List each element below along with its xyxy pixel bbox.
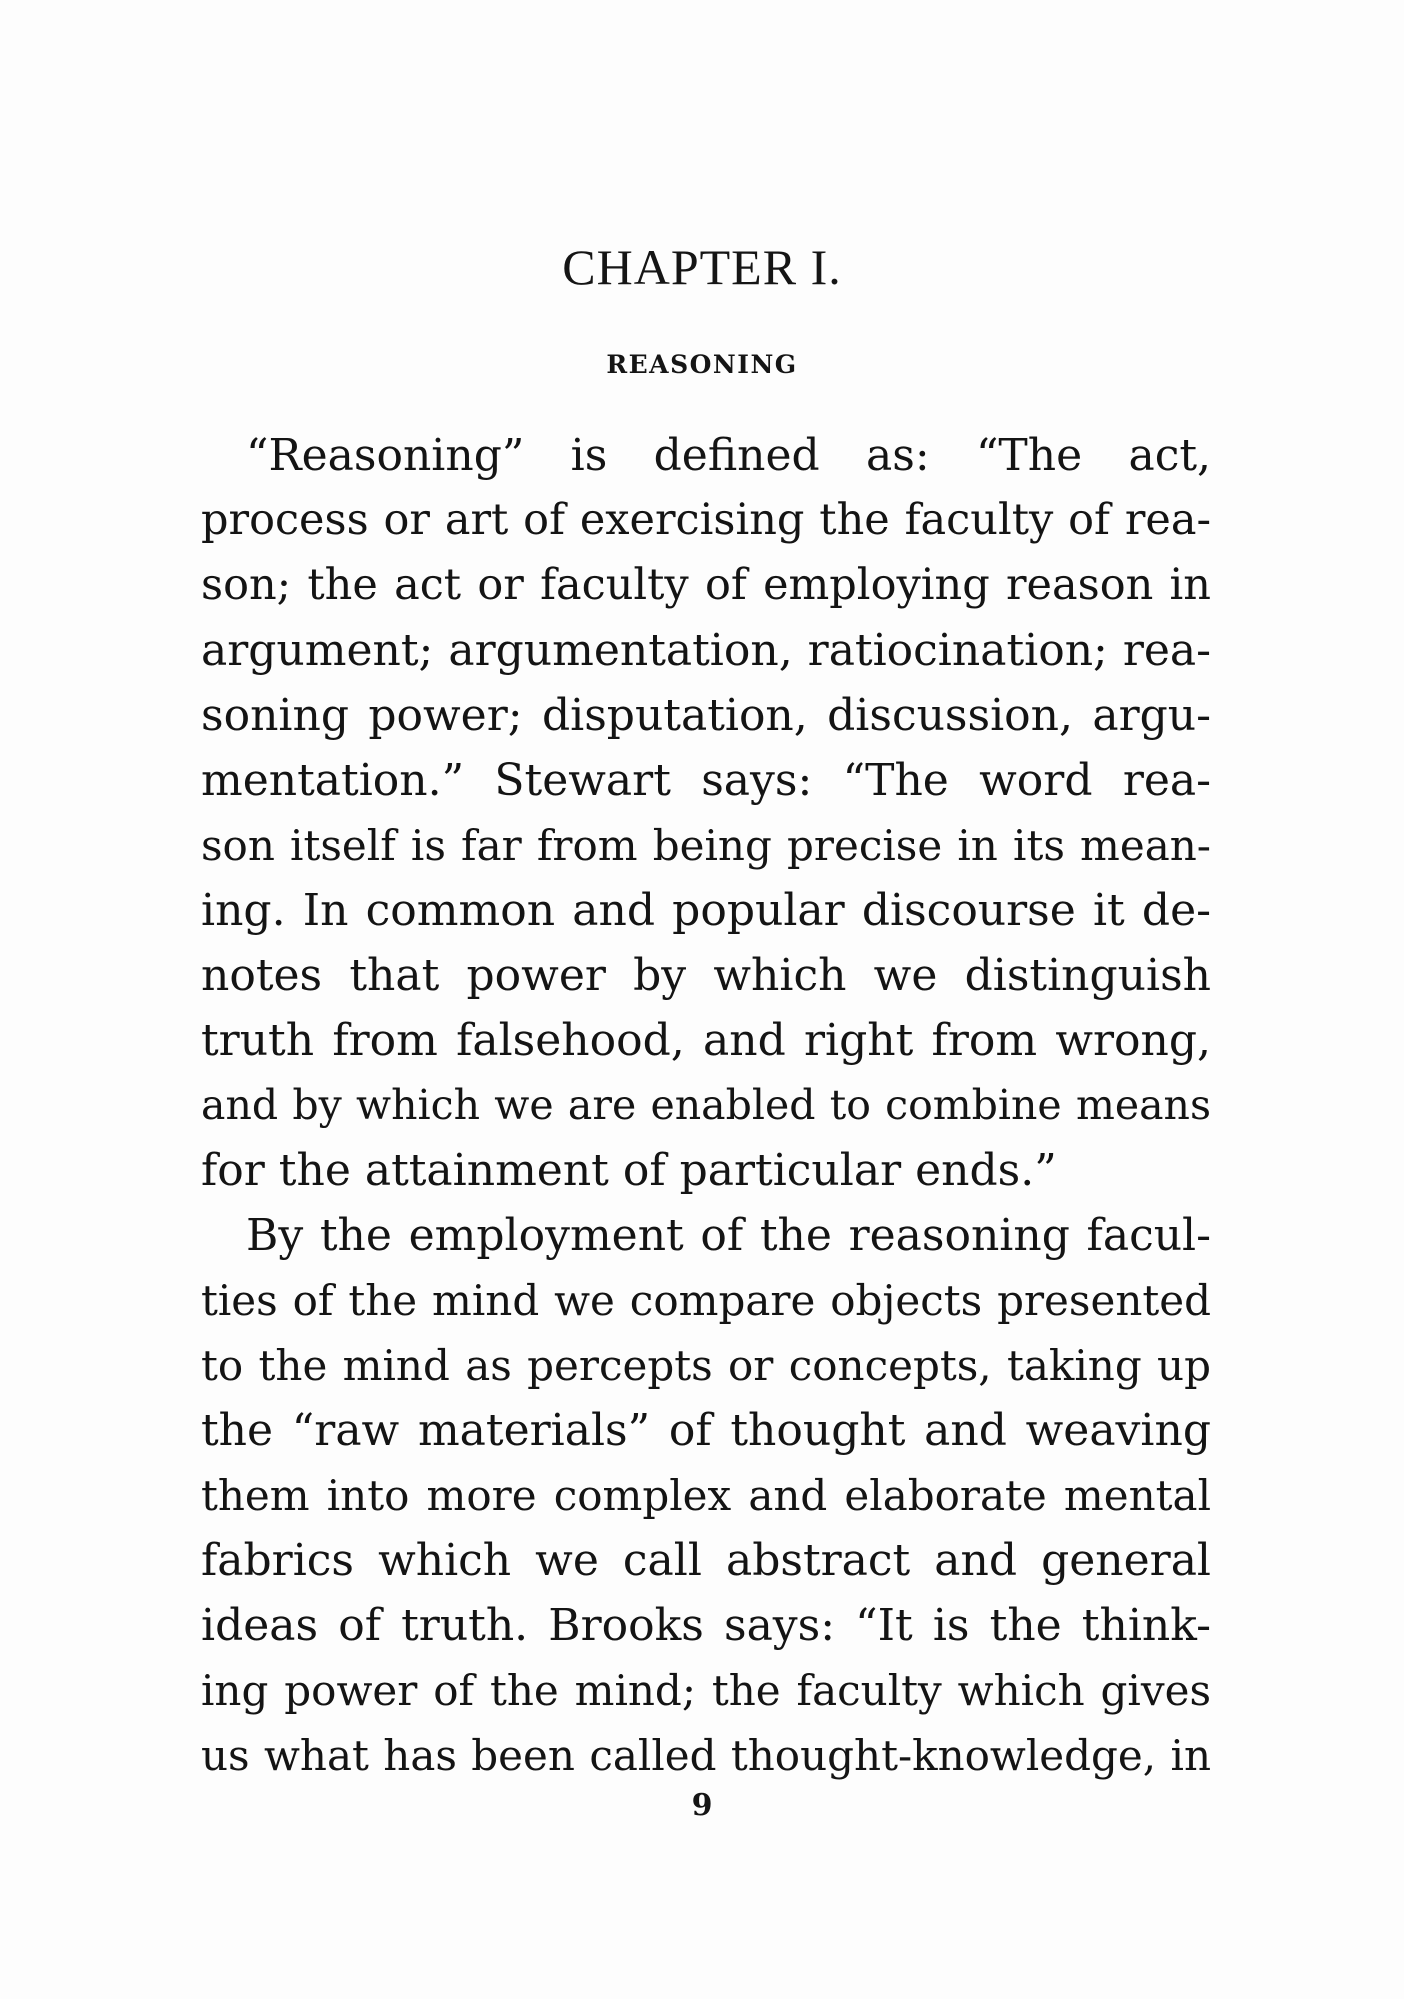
- text-line: son itself is far from being precise in its mean-: [201, 821, 1211, 870]
- text-line: truth from falsehood, and right from wrong,: [201, 1015, 1211, 1066]
- text-line: the “raw materials” of thought and weaving: [201, 1405, 1211, 1456]
- page-number: 9: [691, 1788, 713, 1823]
- text-line: them into more complex and elaborate mental: [201, 1471, 1211, 1520]
- body-text: [201, 423, 1211, 1788]
- section-heading: REASONING: [606, 350, 798, 379]
- chapter-title: CHAPTER I.: [562, 239, 842, 295]
- text-line: ties of the mind we compare objects presented: [201, 1276, 1211, 1325]
- text-line: notes that power by which we distinguish: [201, 950, 1211, 1001]
- text-line: ing. In common and popular discourse it de-: [201, 885, 1211, 936]
- text-line: us what has been called thought-knowledge, in: [201, 1731, 1211, 1780]
- text-line: son; the act or faculty of employing reason in: [201, 560, 1211, 610]
- text-line: ideas of truth. Brooks says: “It is the think-: [201, 1600, 1211, 1651]
- text-line: process or art of exercising the faculty of rea-: [201, 495, 1211, 545]
- text-line: “Reasoning” is defined as: “The act,: [246, 430, 1211, 481]
- text-line: ing power of the mind; the faculty which gives: [201, 1666, 1211, 1715]
- text-line: and by which we are enabled to combine means: [201, 1081, 1211, 1129]
- text-line: By the employment of the reasoning facul-: [246, 1210, 1211, 1261]
- text-line: fabrics which we call abstract and general: [201, 1535, 1211, 1586]
- text-line: soning power; disputation, discussion, argu-: [201, 690, 1211, 741]
- text-line: for the attainment of particular ends.”: [201, 1145, 1057, 1196]
- text-line: mentation.” Stewart says: “The word rea-: [201, 755, 1211, 806]
- text-line: to the mind as percepts or concepts, taking up: [201, 1341, 1211, 1390]
- text-line: argument; argumentation, ratiocination; rea-: [201, 625, 1211, 676]
